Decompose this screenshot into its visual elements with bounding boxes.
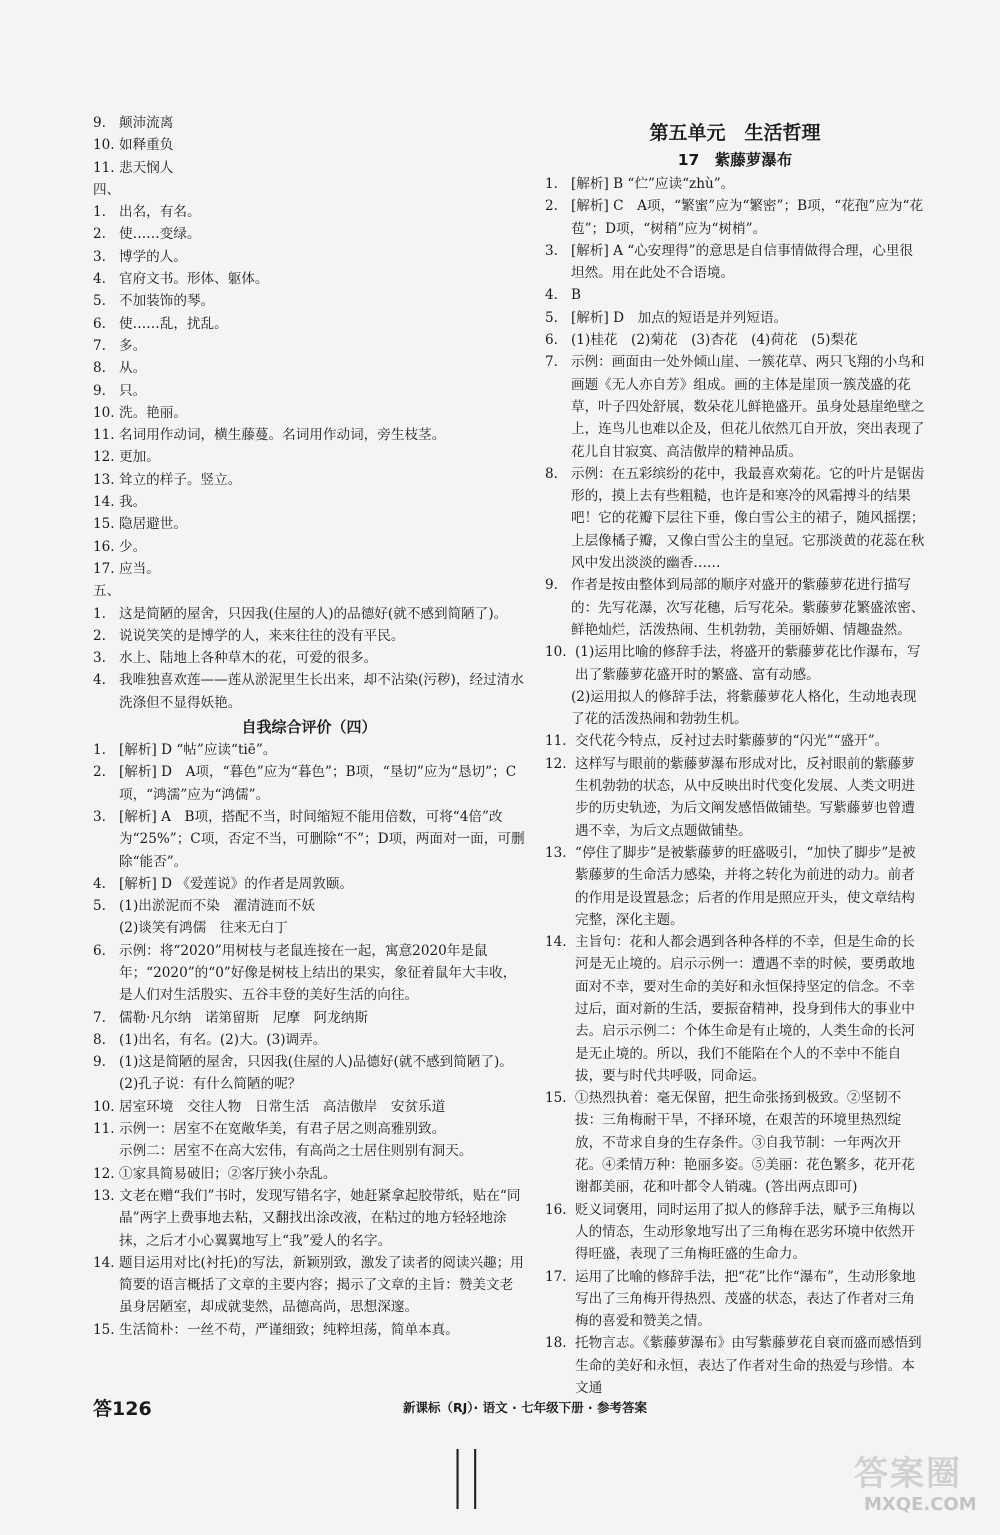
answer-text: 官府文书。形体、躯体。 <box>119 271 269 288</box>
answer-number: 11. <box>93 159 115 176</box>
answer-item <box>545 931 925 1087</box>
answer-text: [解析] D 加点的短语是并列短语。 <box>571 309 788 326</box>
answer-number: 5. <box>545 309 558 326</box>
answer-item <box>93 268 525 290</box>
answer-number: 2. <box>93 226 106 243</box>
answer-number: 14. <box>545 934 567 951</box>
answer-item <box>93 380 525 402</box>
answer-number: 11. <box>93 427 115 444</box>
answer-item <box>545 329 925 351</box>
answer-number: 12. <box>93 449 115 466</box>
answer-number: 3. <box>545 242 558 259</box>
answer-text: 从。 <box>119 360 147 377</box>
answer-text: 耸立的样子。竖立。 <box>119 471 242 488</box>
answer-item <box>93 1051 525 1073</box>
answer-subline: (2)孔子说：有什么简陋的呢？ <box>119 1076 302 1093</box>
answer-number: 9. <box>93 382 106 399</box>
answer-text: 说说笑笑的是博学的人，来来往往的没有平民。 <box>119 627 405 644</box>
answer-text: 交代花今特点，反衬过去时紫藤萝的“闪光”“盛开”。 <box>575 733 889 750</box>
section-heading: 第五单元 生活哲理 <box>649 122 821 144</box>
answer-text: 如释重负 <box>119 137 174 154</box>
answer-item <box>93 357 525 379</box>
answer-text: (1)出淤泥而不染 濯清涟而不妖 <box>119 898 315 915</box>
book-info: 新课标（RJ）· 语文 · 七年级下册 · 参考答案 <box>403 1400 648 1415</box>
answer-text: 使……变绿。 <box>119 226 201 243</box>
answer-item <box>93 806 525 873</box>
answer-number: 18. <box>545 1335 567 1352</box>
answer-item <box>545 1266 925 1333</box>
answer-text: (1)这是简陋的屋舍，只因我(住屋的人)品德好(就不感到简陋了)。 <box>119 1054 513 1071</box>
answer-number: 16. <box>545 1201 567 1218</box>
answer-number: 14. <box>93 494 115 511</box>
answer-number: 6. <box>545 332 558 349</box>
answer-item <box>93 402 525 424</box>
answer-item <box>93 513 525 535</box>
answer-number: 6. <box>93 315 106 332</box>
answer-text: 作者是按由整体到局部的顺序对盛开的紫藤萝花进行描写的：先写花瀑，次写花穗，后写花朵。紫藤萝花繁盛浓密、鲜艳灿烂，活泼热闹、生机勃勃，美丽娇媚、情趣盎然。 <box>571 577 925 638</box>
answer-item <box>545 173 925 195</box>
answer-number: 15. <box>545 1090 567 1107</box>
answer-number: 5. <box>93 898 106 915</box>
answer-item <box>93 1319 525 1341</box>
part-label: 四、 <box>93 181 121 198</box>
answer-text: [解析] A B项，搭配不当，时间缩短不能用倍数，可将“4倍”改为“25%”；C项，否定不当，可删除“不”；D项，两面对一面，可删除“能否”。 <box>119 808 525 870</box>
answer-item <box>93 112 525 134</box>
answer-number: 8. <box>93 1031 106 1048</box>
answer-text: 使……乱，扰乱。 <box>119 315 228 332</box>
answer-number: 10. <box>93 137 115 154</box>
answer-number: 3. <box>93 248 106 265</box>
answer-text: 我唯独喜欢莲——莲从淤泥里生长出来，却不沾染(污秽)，经过清水洗涤但不显得妖艳。 <box>119 672 524 711</box>
answer-text: 悲天悯人 <box>119 159 174 176</box>
answer-item <box>93 895 525 917</box>
answer-item <box>93 335 525 357</box>
answer-text: 运用了比喻的修辞手法，把“花”比作“瀑布”，生动形象地写出了三角梅开得热烈、茂盛的状态，表达了作者对三角梅的喜爱和赞美之情。 <box>575 1268 916 1330</box>
answer-item <box>93 1163 525 1185</box>
section-heading: 自我综合评价（四） <box>241 718 377 737</box>
answer-number: 4. <box>93 271 106 288</box>
answer-number: 7. <box>545 354 558 371</box>
answer-number: 2. <box>93 627 106 644</box>
answer-text: 名词用作动词，横生藤蔓。名词用作动词，旁生枝茎。 <box>119 427 446 444</box>
answer-item <box>545 842 925 931</box>
section-heading: 17 紫藤萝瀑布 <box>677 151 793 169</box>
answer-item <box>93 625 525 647</box>
answer-text: 隐居避世。 <box>119 516 187 533</box>
answer-text: [解析] D A项，“暮色”应为“暮色”；B项，“垦切”应为“恳切”；C项，“鸿濡”应为“鸿儒”。 <box>119 764 517 803</box>
answer-number: 12. <box>545 755 567 772</box>
answer-number: 10. <box>93 404 115 421</box>
answer-number: 2. <box>545 198 558 215</box>
answer-number: 11. <box>93 1121 115 1138</box>
answer-text: 这是简陋的屋舍，只因我(住屋的人)的品德好(就不感到简陋了)。 <box>119 605 508 622</box>
answer-text: 示例：画面由一处外倾山崖、一簇花草、两只飞翔的小鸟和画题《无人亦自芳》组成。画的主体是崖顶一簇茂盛的花草，叶子四处舒展，数朵花儿鲜艳盛开。虽身处悬崖绝壁之上，连鸟儿也难以企及，但花儿依然兀自开放，突出表现了花儿自甘寂寞、高洁傲岸的精神品质。 <box>571 354 925 460</box>
answer-text: 文老在赠“我们”书时，发现写错名字，她赶紧拿起胶带纸，贴在“同晶”两字上费事地去粘，又翻找出涂改液，在粘过的地方轻轻地涂抹，之后才小心翼翼地写上“我”爱人的名字。 <box>119 1187 521 1249</box>
part-label: 五、 <box>93 583 121 600</box>
answer-item <box>93 1252 525 1319</box>
answer-item <box>545 641 925 686</box>
answer-item <box>93 469 525 491</box>
answer-item <box>93 873 525 895</box>
answer-text: [解析] D 《爱莲说》的作者是周敦颐。 <box>119 875 354 892</box>
answer-text: 更加。 <box>119 449 160 466</box>
answer-number: 9. <box>93 115 106 131</box>
answer-number: 14. <box>93 1254 115 1271</box>
answer-number: 12. <box>93 1165 115 1182</box>
answer-item <box>93 669 525 714</box>
answer-number: 13. <box>545 844 567 861</box>
answer-item <box>545 240 925 285</box>
answer-text: 博学的人。 <box>119 248 187 265</box>
page-number: 答126 <box>93 1398 152 1420</box>
right-answer-column <box>545 112 925 1399</box>
watermark-url: MXQE.COM <box>864 1494 977 1515</box>
answer-item <box>93 223 525 245</box>
answer-text: 主旨句：花和人都会遇到各种各样的不幸，但是生命的长河是无止境的。启示示例一：遭遇不幸的时候，要勇敢地面对不幸，要对生命的美好和永恒保持坚定的信念。不幸过后，面对新的生活，要振奋精神，投身到伟大的事业中去。启示示例二：个体生命是有止境的，人类生命的长河是无止境的。所以，我们不能陷在个人的不幸中不能自拔，要与时代共呼吸，同命运。 <box>575 934 915 1084</box>
answer-number: 10. <box>93 1098 115 1115</box>
answer-text: B <box>571 287 581 304</box>
binding-mark: | | <box>453 1440 480 1510</box>
answer-text: 示例：在五彩缤纷的花中，我最喜欢菊花。它的叶片是锯齿形的，摸上去有些粗糙，也许是和寒冷的风霜搏斗的结果吧！它的花瓣下层往下垂，像白雪公主的裙子，随风摇摆；上层像橘子瓣，又像白雪公主的皇冠。它那淡黄的花蕊在秋风中发出淡淡的幽香…… <box>571 465 925 572</box>
answer-item <box>93 536 525 558</box>
answer-item <box>93 246 525 268</box>
answer-item <box>93 761 525 806</box>
answer-item <box>545 463 925 574</box>
answer-text: 题目运用对比(衬托)的写法，新颖别致，激发了读者的阅读兴趣；用简要的语言概括了文章的主要内容；揭示了文章的主旨：赞美文老虽身居陋室，却成就斐然，品德高尚，思想深邃。 <box>119 1254 524 1316</box>
answer-text: 水上、陆地上各种草木的花，可爱的很多。 <box>119 650 378 667</box>
answer-number: 8. <box>545 465 558 482</box>
answer-number: 13. <box>93 1187 115 1204</box>
answer-text: (1)出名，有名。(2)大。(3)调弄。 <box>119 1031 327 1048</box>
answer-text: 托物言志。《紫藤萝瀑布》由写紫藤萝花自衰而盛而感悟到生命的美好和永恒，表达了作者对生命的热爱与珍惜。本文通 <box>575 1335 922 1397</box>
answer-number: 4. <box>545 287 558 304</box>
answer-text: 出名，有名。 <box>119 204 201 221</box>
answer-item <box>93 1185 525 1252</box>
answer-item <box>545 574 925 641</box>
answer-item <box>93 558 525 580</box>
answer-text: ①热烈执着：毫无保留，把生命张扬到极致。②坚韧不拔：三角梅耐干旱，不择环境，在艰苦的环境里热烈绽放，不苛求自身的生存条件。③自我节制：一年两次开花。④柔情万种：艳丽多姿。⑤美丽：花色繁多，花开花谢都美丽，花和叶都令人销魂。(答出两点即可) <box>575 1090 915 1196</box>
answer-text: 居室环境 交往人物 日常生活 高洁傲岸 安贫乐道 <box>119 1098 446 1115</box>
answer-number: 1. <box>93 742 106 759</box>
answer-item <box>93 603 525 625</box>
answer-text: [解析] D “帖”应读“tiē”。 <box>119 742 277 759</box>
answer-text: 我。 <box>119 494 147 511</box>
answer-item <box>545 195 925 240</box>
answer-text: 不加装饰的琴。 <box>119 293 215 310</box>
answer-text: [解析] C A项，“繁蜜”应为“繁密”；B项，“花孢”应为“花苞”；D项，“树稍”应为“树梢”。 <box>571 198 924 237</box>
answer-text: 这样写与眼前的紫藤萝瀑布形成对比，反衬眼前的紫藤萝生机勃勃的状态，从中反映出时代变化发展、人类文明进步的历史轨迹，为后文阐发感悟做铺垫。写紫藤萝也曾遭遇不幸，为后文点题做铺垫。 <box>575 755 915 839</box>
answer-number: 8. <box>93 360 106 377</box>
answer-item <box>93 940 525 1007</box>
answer-subline: (2)运用拟人的修辞手法，将紫藤萝花人格化，生动地表现了花的活泼热闹和勃勃生机。 <box>571 688 917 728</box>
answer-item <box>545 307 925 329</box>
answer-item <box>545 1332 925 1399</box>
answer-item <box>545 1199 925 1266</box>
answer-text: 示例：将“2020”用树枝与老鼠连接在一起，寓意2020年是鼠年；“2020”的“0”好像是树枝上结出的果实，象征着鼠年大丰收，是人们对生活殷实、五谷丰登的美好生活的向往。 <box>119 942 517 1004</box>
answer-number: 7. <box>93 337 106 354</box>
answer-number: 15. <box>93 1321 115 1338</box>
answer-number: 4. <box>93 875 106 892</box>
answer-subline: 示例二：居室不在高大宏伟，有高尚之士居住则别有洞天。 <box>119 1143 473 1160</box>
answer-number: 3. <box>93 650 106 667</box>
answer-item <box>93 1029 525 1051</box>
watermark-logo <box>850 1440 990 1525</box>
answer-text: 应当。 <box>119 560 160 577</box>
answer-item <box>545 1087 925 1198</box>
answer-number: 11. <box>545 733 567 750</box>
answer-number: 6. <box>93 942 106 959</box>
answer-text: 贬义词褒用，同时运用了拟人的修辞手法，赋予三角梅以人的情态，生动形象地写出了三角梅在恶劣环境中依然开得旺盛，表现了三角梅旺盛的生命力。 <box>575 1201 915 1263</box>
answer-item <box>93 1118 525 1140</box>
answer-item <box>545 351 925 462</box>
answer-item <box>93 446 525 468</box>
answer-number: 9. <box>93 1054 106 1071</box>
answer-item <box>545 753 925 842</box>
answer-text: 少。 <box>119 538 147 555</box>
answer-text: 儒勒·凡尔纳 诺第留斯 尼摩 阿龙纳斯 <box>119 1009 369 1026</box>
answer-text: (1)运用比喻的修辞手法，将盛开的紫藤萝花比作瀑布，写出了紫藤萝花盛开时的繁盛、富有动感。 <box>575 644 921 683</box>
answer-number: 10. <box>545 644 567 661</box>
answer-item <box>93 313 525 335</box>
answer-text: 颠沛流离 <box>119 115 174 131</box>
answer-item <box>93 157 525 179</box>
answer-number: 13. <box>93 471 115 488</box>
answer-item <box>93 1007 525 1029</box>
answer-number: 4. <box>93 672 106 689</box>
answer-number: 5. <box>93 293 106 310</box>
answer-number: 1. <box>93 204 106 221</box>
answer-item <box>545 730 925 752</box>
answer-text: 示例一：居室不在宽敞华美，有君子居之则高雅别致。 <box>119 1121 446 1138</box>
answer-item <box>93 647 525 669</box>
answer-number: 17. <box>93 560 115 577</box>
page-footer <box>93 1394 925 1424</box>
answer-text: “停住了脚步”是被紫藤萝的旺盛吸引，“加快了脚步”是被紫藤萝的生命活力感染，并将之转化为前进的动力。前者的作用是设置悬念；后者的作用是照应开头，使文章结构完整，深化主题。 <box>575 844 916 928</box>
answer-number: 1. <box>93 605 106 622</box>
answer-text: [解析] A “心安理得”的意思是自信事情做得合理，心里很坦然。用在此处不合语境。 <box>571 242 914 282</box>
answer-item <box>93 739 525 761</box>
answer-number: 2. <box>93 764 106 781</box>
answer-text: 洗。艳丽。 <box>119 404 187 421</box>
answer-subline: (2)谈笑有鸿儒 往来无白丁 <box>119 920 288 937</box>
answer-item <box>545 284 925 306</box>
answer-item <box>93 491 525 513</box>
answer-number: 7. <box>93 1009 106 1026</box>
answer-item <box>93 424 525 446</box>
answer-number: 15. <box>93 516 115 533</box>
answer-text: 多。 <box>119 337 147 354</box>
answer-item <box>93 201 525 223</box>
answer-number: 16. <box>93 538 115 555</box>
answer-number: 9. <box>545 577 558 594</box>
answer-item <box>93 290 525 312</box>
answer-number: 17. <box>545 1268 567 1285</box>
answer-text: 生活简朴：一丝不苟，严谨细致；纯粹坦荡，简单本真。 <box>119 1321 459 1338</box>
answer-item <box>93 134 525 156</box>
answer-text: 只。 <box>119 382 147 399</box>
answer-text: ①家具简易破旧；②客厅狭小杂乱。 <box>119 1165 337 1182</box>
watermark-text: 答案圈 <box>854 1454 962 1494</box>
answer-number: 1. <box>545 176 558 192</box>
answer-number: 3. <box>93 808 106 825</box>
answer-text: (1)桂花 (2)菊花 (3)杏花 (4)荷花 (5)梨花 <box>571 332 858 349</box>
left-answer-column <box>93 112 525 1341</box>
answer-item <box>93 1096 525 1118</box>
answer-text: [解析] B “伫”应读“zhù”。 <box>571 176 735 192</box>
